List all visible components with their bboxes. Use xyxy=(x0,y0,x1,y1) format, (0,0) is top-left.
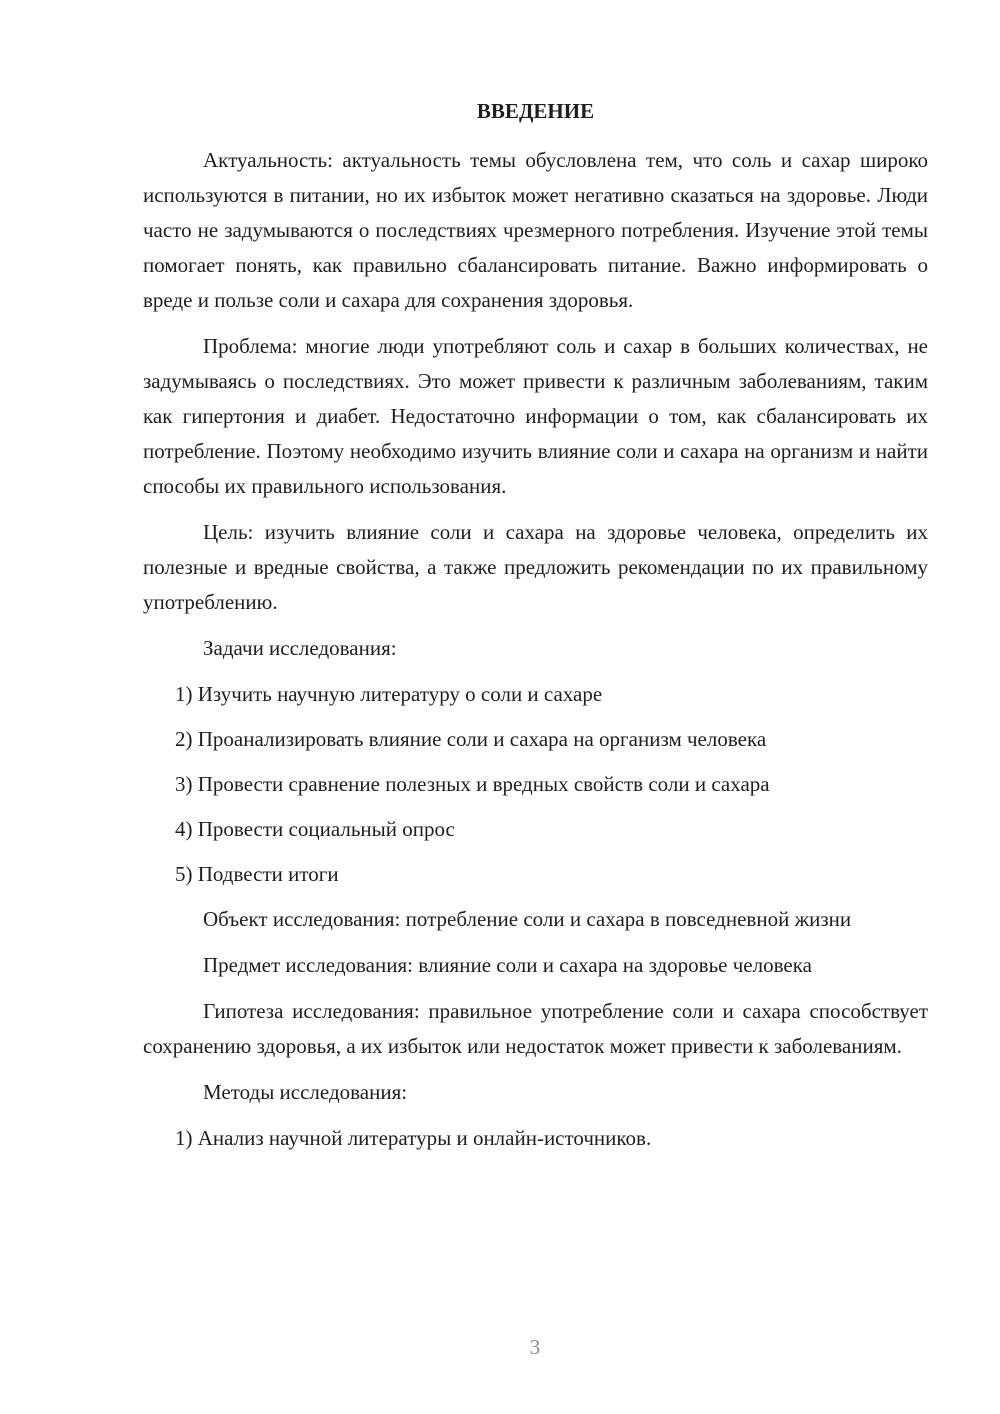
task-item: 1) Изучить научную литературу о соли и сахаре xyxy=(175,682,603,706)
methods-title: Методы исследования: xyxy=(203,1080,408,1104)
page-number: 3 xyxy=(529,1335,541,1359)
paragraph-object: Объект исследования: потребление соли и сахара в повседневной жизни xyxy=(203,907,852,931)
paragraph-subject: Предмет исследования: влияние соли и сахара на здоровье человека xyxy=(203,953,812,977)
paragraph-relevance: Актуальность: актуальность темы обусловлена тем, что соль и сахар широко используются в питании, но их избыток может негативно сказаться на здоровье. Люди часто не задумываются о последствиях чрезмерного потребления. Изучение этой темы помогает понять, как правильно сбалансировать питание. Важно информировать о вреде и пользе соли и сахара для сохранения здоровья. xyxy=(143,148,928,312)
page-content xyxy=(143,94,928,1166)
tasks-title: Задачи исследования: xyxy=(203,636,397,660)
section-heading: ВВЕДЕНИЕ xyxy=(476,99,595,123)
paragraph-hypothesis: Гипотеза исследования: правильное употребление соли и сахара способствует сохранению здоровья, а их избыток или недостаток может привести к заболеваниям. xyxy=(143,999,928,1058)
paragraph-problem: Проблема: многие люди употребляют соль и сахар в больших количествах, не задумываясь о последствиях. Это может привести к различным заболеваниям, таким как гипертония и диабет. Недостаточно информации о том, как сбалансировать их потребление. Поэтому необходимо изучить влияние соли и сахара на организм и найти способы их правильного использования. xyxy=(143,334,928,498)
task-item: 5) Подвести итоги xyxy=(175,862,339,886)
task-item: 4) Провести социальный опрос xyxy=(175,817,455,841)
task-item: 2) Проанализировать влияние соли и сахара на организм человека xyxy=(175,727,767,751)
method-item: 1) Анализ научной литературы и онлайн-источников. xyxy=(175,1126,652,1150)
task-item: 3) Провести сравнение полезных и вредных свойств соли и сахара xyxy=(175,772,770,796)
paragraph-goal: Цель: изучить влияние соли и сахара на здоровье человека, определить их полезные и вредные свойства, а также предложить рекомендации по их правильному употреблению. xyxy=(143,520,928,614)
